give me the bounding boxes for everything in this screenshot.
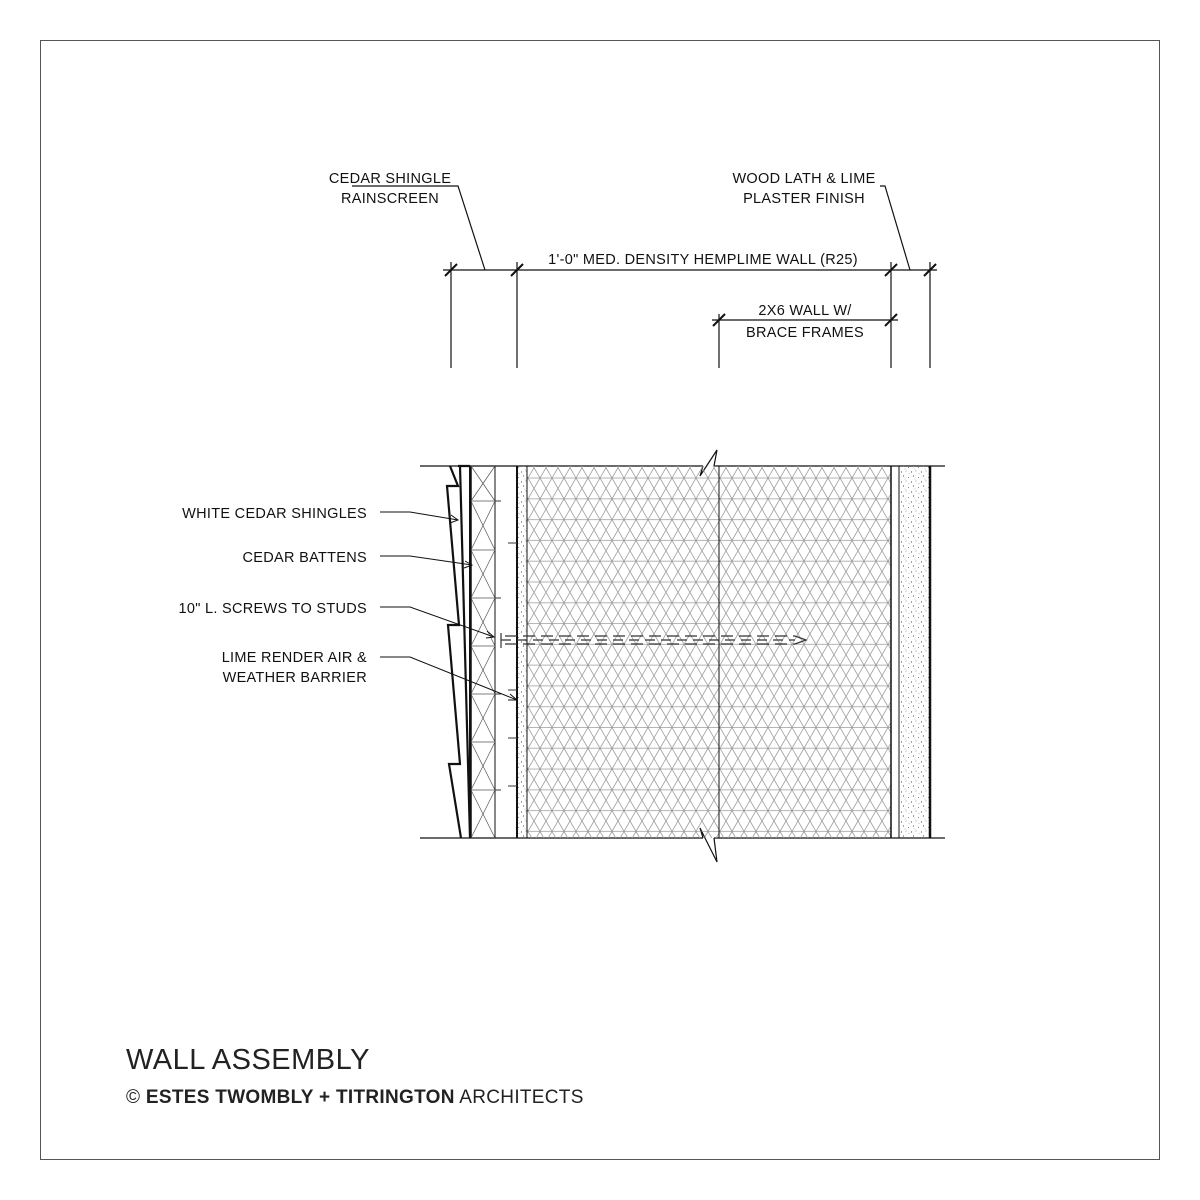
left-callout-leaders xyxy=(380,512,517,700)
drawing-title: WALL ASSEMBLY xyxy=(126,1044,370,1076)
stud-wall-label-2: BRACE FRAMES xyxy=(745,325,865,341)
firm-name: ESTES TWOMBLY + TITRINGTON xyxy=(145,1087,455,1108)
top-callout-labels xyxy=(329,171,876,341)
stud-wall-label-1: 2X6 WALL W/ xyxy=(758,303,852,319)
render-label-2: WEATHER BARRIER xyxy=(222,670,367,686)
render-label-1: LIME RENDER AIR & xyxy=(221,650,367,666)
lime-render-layer xyxy=(518,466,527,838)
tie-marks xyxy=(495,501,517,790)
firm-suffix: ARCHITECTS xyxy=(459,1087,584,1108)
wall-section xyxy=(420,450,945,862)
copyright-symbol: © xyxy=(126,1087,141,1108)
battens-label: CEDAR BATTENS xyxy=(242,550,367,566)
lime-plaster-layer xyxy=(899,466,930,838)
hemplime-infill xyxy=(527,466,891,838)
cedar-shingle-label-2: RAINSCREEN xyxy=(340,191,440,207)
left-callout-labels xyxy=(179,506,368,686)
hemplime-dimension-label: 1'-0" MED. DENSITY HEMPLIME WALL (R25) xyxy=(548,252,858,268)
left-callout-arrowheads xyxy=(450,515,517,700)
lath-plaster-label-2: PLASTER FINISH xyxy=(743,191,865,207)
shingles-label: WHITE CEDAR SHINGLES xyxy=(182,506,367,522)
cedar-battens xyxy=(471,466,495,838)
credit-line xyxy=(126,1087,584,1109)
screws-label: 10" L. SCREWS TO STUDS xyxy=(178,601,367,617)
cedar-shingle-label-1: CEDAR SHINGLE xyxy=(328,171,452,187)
shingle-profile xyxy=(447,466,470,838)
lath-plaster-label-1: WOOD LATH & LIME xyxy=(732,171,876,187)
